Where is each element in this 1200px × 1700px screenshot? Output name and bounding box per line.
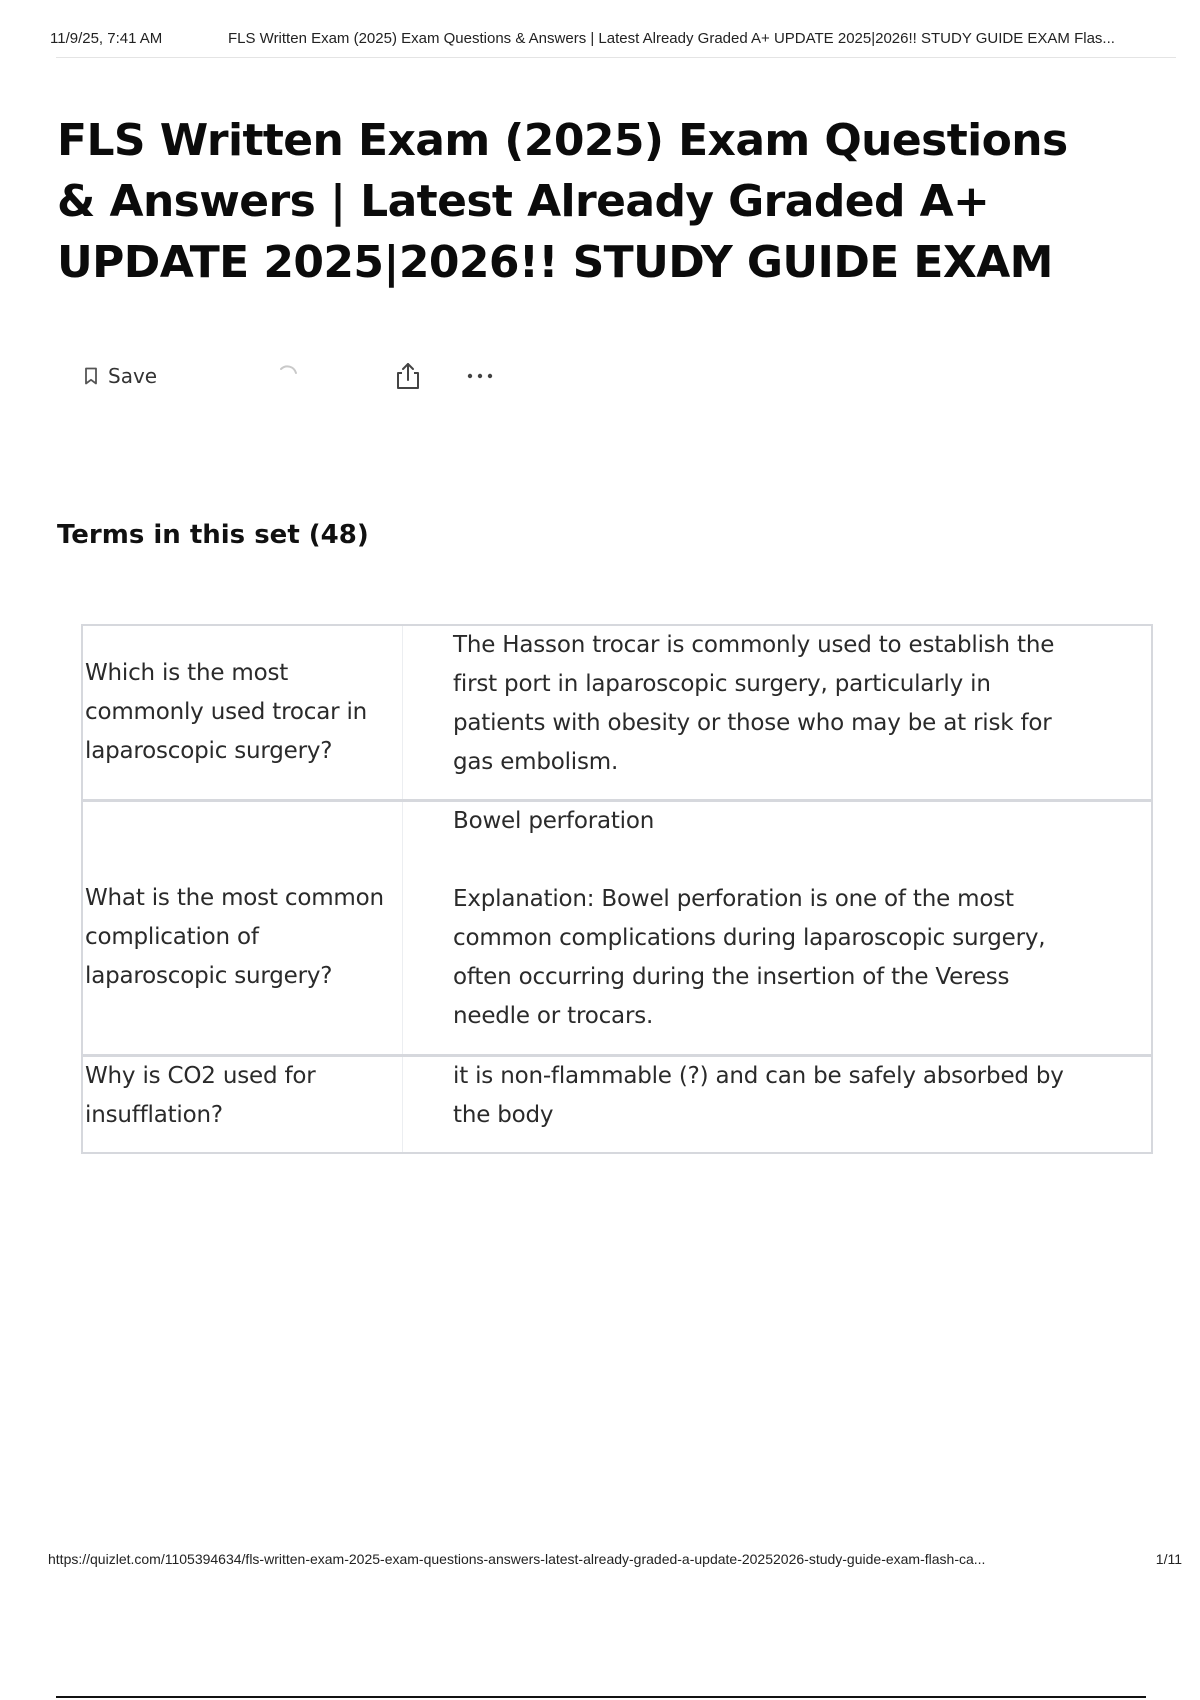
definition-cell <box>403 1057 1151 1152</box>
print-header <box>50 30 1180 50</box>
print-url: https://quizlet.com/1105394634/fls-written-exam-2025-exam-questions-answers-latest-already-graded-a-update-20252026-study-guide-exam-flash-ca... <box>48 1551 986 1567</box>
bottom-divider <box>56 1696 1146 1698</box>
save-button[interactable] <box>84 360 157 392</box>
spinner-icon <box>276 363 300 392</box>
term-cell: What is the most common complication of laparoscopic surgery? <box>83 802 403 1054</box>
definition-explanation: Explanation: Bowel perforation is one of the most common complications during laparoscopic surgery, often occurring during the insertion of the Veress needle or trocars. <box>453 886 1046 1029</box>
toolbar <box>84 360 524 392</box>
definition-cell <box>403 802 1151 1054</box>
page-number: 1/11 <box>1155 1551 1182 1567</box>
header-divider <box>56 57 1176 58</box>
terms-table <box>81 624 1153 1154</box>
page-title: FLS Written Exam (2025) Exam Questions & Answers | Latest Already Graded A+ UPDATE 2025|2026!! STUDY GUIDE EXAM <box>57 115 1068 288</box>
more-options-button[interactable] <box>464 362 496 395</box>
definition-text: The Hasson trocar is commonly used to establish the first port in laparoscopic surgery, particularly in patients with obesity or those who may be at risk for gas embolism. <box>453 632 1055 775</box>
term-row <box>83 1057 1151 1152</box>
definition-cell <box>403 626 1151 799</box>
print-datetime: 11/9/25, 7:41 AM <box>50 30 163 47</box>
share-icon <box>394 378 422 395</box>
term-cell: Why is CO2 used for insufflation? <box>83 1057 403 1152</box>
share-button[interactable] <box>394 361 422 396</box>
term-row <box>83 802 1151 1057</box>
definition-text: it is non-flammable (?) and can be safely absorbed by the body <box>453 1063 1064 1128</box>
print-document-title: FLS Written Exam (2025) Exam Questions & Answers | Latest Already Graded A+ UPDATE 2025|2026!! STUDY GUIDE EXAM Flas... <box>228 30 1115 47</box>
paragraph-gap <box>453 841 1071 880</box>
definition-text: Bowel perforation <box>453 808 655 834</box>
print-footer <box>48 1551 1182 1571</box>
more-icon <box>464 377 496 394</box>
term-cell: Which is the most commonly used trocar in laparoscopic surgery? <box>83 626 403 799</box>
save-label: Save <box>108 364 158 388</box>
term-row <box>83 626 1151 802</box>
bookmark-icon <box>84 367 98 385</box>
terms-heading: Terms in this set (48) <box>57 520 369 550</box>
